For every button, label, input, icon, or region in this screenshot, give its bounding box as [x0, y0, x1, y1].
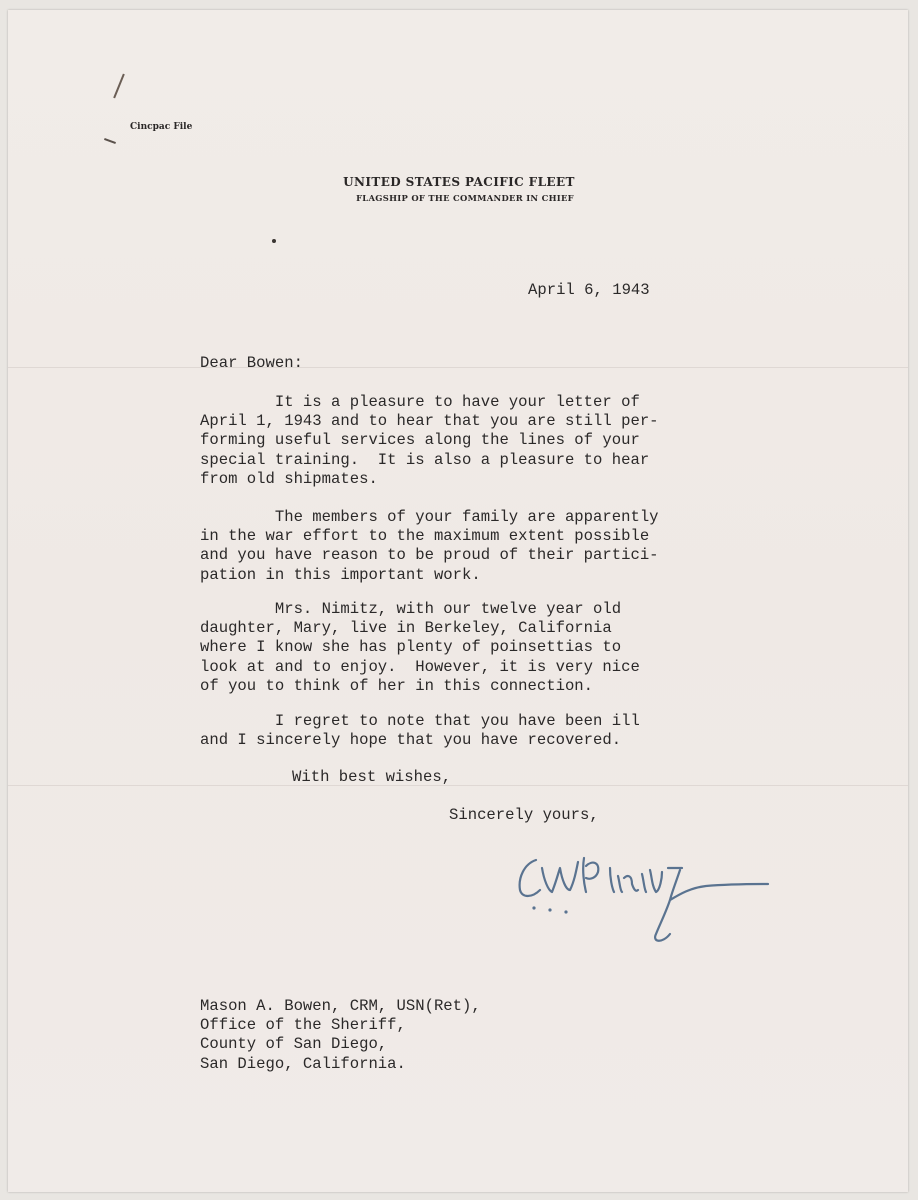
text-line: daughter, Mary, live in Berkeley, California: [200, 619, 612, 638]
best-wishes: With best wishes,: [292, 768, 452, 786]
text-line: and I sincerely hope that you have recovered.: [200, 731, 622, 750]
text-line: pation in this important work.: [200, 565, 481, 584]
text-line: and you have reason to be proud of their partici-: [200, 546, 659, 565]
fold-line-lower: [8, 785, 908, 786]
address-line: County of San Diego,: [200, 1035, 388, 1054]
text-line: where I know she has plenty of poinsettias to: [200, 638, 622, 657]
text-line: April 1, 1943 and to hear that you are still per-: [200, 412, 659, 431]
letterhead-title: UNITED STATES PACIFIC FLEET: [343, 175, 575, 189]
body-paragraph: [200, 712, 640, 750]
letterhead-subtitle: FLAGSHIP OF THE COMMANDER IN CHIEF: [356, 193, 574, 203]
text-line: forming useful services along the lines of your: [200, 431, 640, 450]
text-line: in the war effort to the maximum extent possible: [200, 527, 650, 546]
recipient-address: [200, 997, 481, 1074]
text-line: It is a pleasure to have your letter of: [200, 393, 640, 411]
address-line: San Diego, California.: [200, 1054, 406, 1073]
text-line: from old shipmates.: [200, 469, 378, 488]
text-line: Mrs. Nimitz, with our twelve year old: [200, 600, 622, 618]
signature: [510, 838, 780, 958]
text-line: The members of your family are apparently: [200, 508, 659, 526]
salutation: Dear Bowen:: [200, 354, 303, 372]
paper-speck: [272, 239, 276, 243]
body-paragraph: [200, 508, 659, 585]
closing: Sincerely yours,: [449, 806, 599, 824]
text-line: special training. It is also a pleasure to hear: [200, 450, 650, 469]
text-line: I regret to note that you have been ill: [200, 712, 640, 730]
text-line: look at and to enjoy. However, it is very nice: [200, 657, 640, 676]
address-line: Mason A. Bowen, CRM, USN(Ret),: [200, 997, 481, 1015]
fold-line-upper: [8, 367, 908, 368]
body-paragraph: [200, 600, 640, 696]
letter-date: April 6, 1943: [528, 281, 650, 299]
file-label: Cincpac File: [130, 122, 193, 132]
body-paragraph: [200, 393, 659, 489]
address-line: Office of the Sheriff,: [200, 1016, 406, 1035]
text-line: of you to think of her in this connection.: [200, 676, 594, 695]
